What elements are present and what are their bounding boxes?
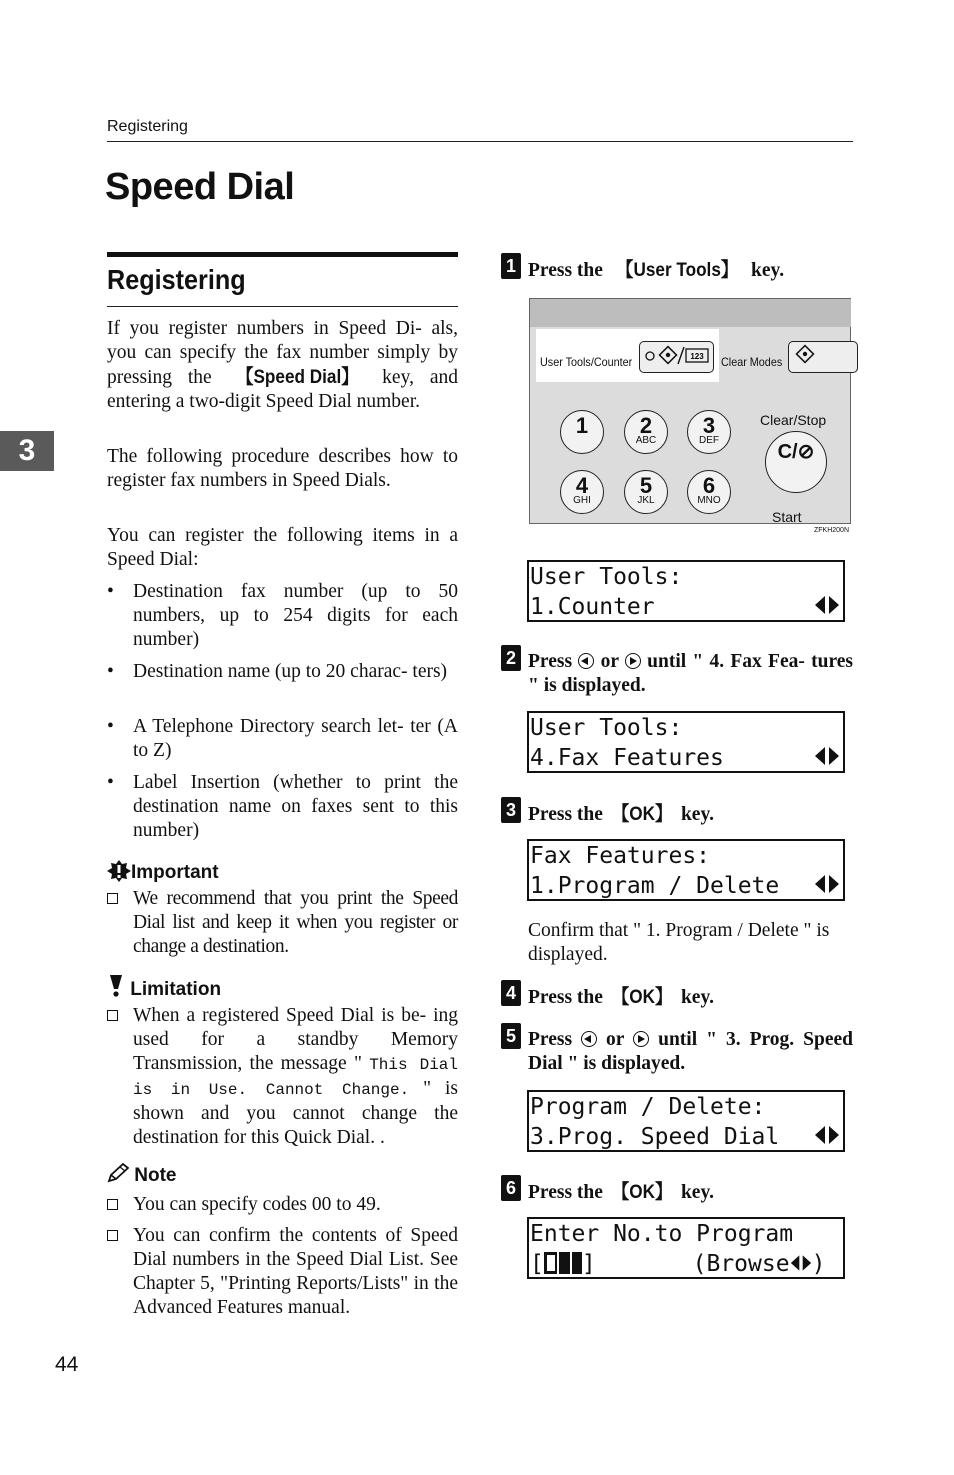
step-number: 6 bbox=[501, 1175, 521, 1201]
clear-stop-label: Clear/Stop bbox=[760, 412, 827, 428]
step-6-text: Press the 【OK】 key. bbox=[528, 1181, 714, 1203]
lcd-display-2: User Tools: 4.Fax Features bbox=[527, 711, 845, 773]
left-right-arrows-icon bbox=[814, 594, 840, 616]
keypad-key-2[interactable]: 2 ABC bbox=[624, 410, 668, 454]
clear-modes-label: Clear Modes bbox=[721, 355, 783, 369]
keypad-key-1[interactable]: 1 bbox=[560, 410, 604, 454]
section-title: Registering bbox=[107, 264, 246, 295]
step-5-text: Press or until " 3. Prog. Speed Dial " is displayed. bbox=[528, 1029, 854, 1074]
step-number: 2 bbox=[501, 645, 521, 671]
step-2-text: Press or until " 4. Fax Fea- tures " is displayed. bbox=[528, 651, 854, 696]
lcd-display-3: Fax Features: 1.Program / Delete bbox=[527, 839, 845, 901]
figure-code: ZFKH200N bbox=[814, 527, 850, 534]
running-head: Registering bbox=[107, 118, 188, 135]
user-tools-label: User Tools/Counter bbox=[540, 355, 633, 369]
left-right-arrows-icon bbox=[814, 873, 840, 895]
note-heading: Note bbox=[107, 1163, 177, 1187]
pencil-icon bbox=[107, 1163, 129, 1183]
left-right-arrows-icon bbox=[790, 1253, 812, 1273]
lcd-display-5: Enter No.to Program [ ] (Browse ) bbox=[527, 1217, 845, 1279]
user-tools-key: 【User Tools】 bbox=[616, 259, 738, 281]
keypad-key-4[interactable]: 4 GHI bbox=[560, 470, 604, 514]
left-arrow-key-icon bbox=[581, 1031, 597, 1047]
right-arrow-key-icon bbox=[633, 1031, 649, 1047]
section-rule-top bbox=[107, 252, 458, 257]
step-4-text: Press the 【OK】 key. bbox=[528, 986, 714, 1008]
intro-paragraph-2: The following procedure describes how to register fax numbers in Speed Dials. bbox=[107, 446, 458, 492]
lcd-display-1: User Tools: 1.Counter bbox=[527, 560, 845, 622]
step-number: 3 bbox=[501, 797, 521, 823]
speed-dial-key: 【Speed Dial】 bbox=[235, 366, 358, 389]
step-1-text: Press the 【User Tools】 key. bbox=[528, 259, 785, 281]
ok-key: 【OK】 bbox=[611, 986, 672, 1008]
left-right-arrows-icon bbox=[814, 1124, 840, 1146]
step-3-confirm: Confirm that " 1. Program / Delete " is displayed. bbox=[528, 920, 830, 965]
input-cursor bbox=[544, 1252, 582, 1274]
right-arrow-key-icon bbox=[625, 653, 641, 669]
important-icon bbox=[107, 860, 131, 882]
lcd-display-4: Program / Delete: 3.Prog. Speed Dial bbox=[527, 1090, 845, 1152]
panel-top-strip bbox=[530, 299, 851, 327]
clear-stop-button[interactable]: C/⊘ bbox=[765, 431, 827, 493]
keypad-key-3[interactable]: 3 DEF bbox=[687, 410, 731, 454]
left-arrow-key-icon bbox=[578, 653, 594, 669]
header-rule bbox=[107, 141, 853, 142]
ok-key: 【OK】 bbox=[611, 1181, 672, 1203]
ok-key: 【OK】 bbox=[611, 803, 672, 825]
step-3-text: Press the 【OK】 key. bbox=[528, 803, 714, 825]
clear-modes-button[interactable] bbox=[788, 341, 858, 373]
step-number: 5 bbox=[501, 1023, 521, 1049]
section-rule-bottom bbox=[107, 306, 458, 307]
clear-modes-icon bbox=[789, 342, 819, 370]
limitation-icon bbox=[107, 975, 125, 997]
keypad-key-5[interactable]: 5 JKL bbox=[624, 470, 668, 514]
page-number: 44 bbox=[55, 1353, 79, 1376]
page-title: Speed Dial bbox=[105, 166, 295, 208]
keypad-key-6[interactable]: 6 MNO bbox=[687, 470, 731, 514]
intro-paragraph-1: If you register numbers in Speed Di- als, you can specify the fax number simply by pressing the 【Speed Dial】 key, and entering a two-digit Speed Dial number. bbox=[107, 318, 458, 413]
intro-paragraph-3: You can register the following items in a Speed Dial: bbox=[107, 525, 458, 571]
step-number: 4 bbox=[501, 980, 521, 1006]
limitation-heading: Limitation bbox=[107, 975, 221, 1001]
chapter-tab: 3 bbox=[0, 431, 54, 471]
start-label: Start bbox=[772, 509, 802, 525]
left-right-arrows-icon bbox=[814, 745, 840, 767]
svg-text:123: 123 bbox=[690, 352, 704, 361]
user-tools-icon bbox=[640, 342, 712, 370]
step-number: 1 bbox=[501, 253, 521, 279]
user-tools-button[interactable] bbox=[639, 341, 714, 373]
important-heading: Important bbox=[107, 860, 219, 884]
